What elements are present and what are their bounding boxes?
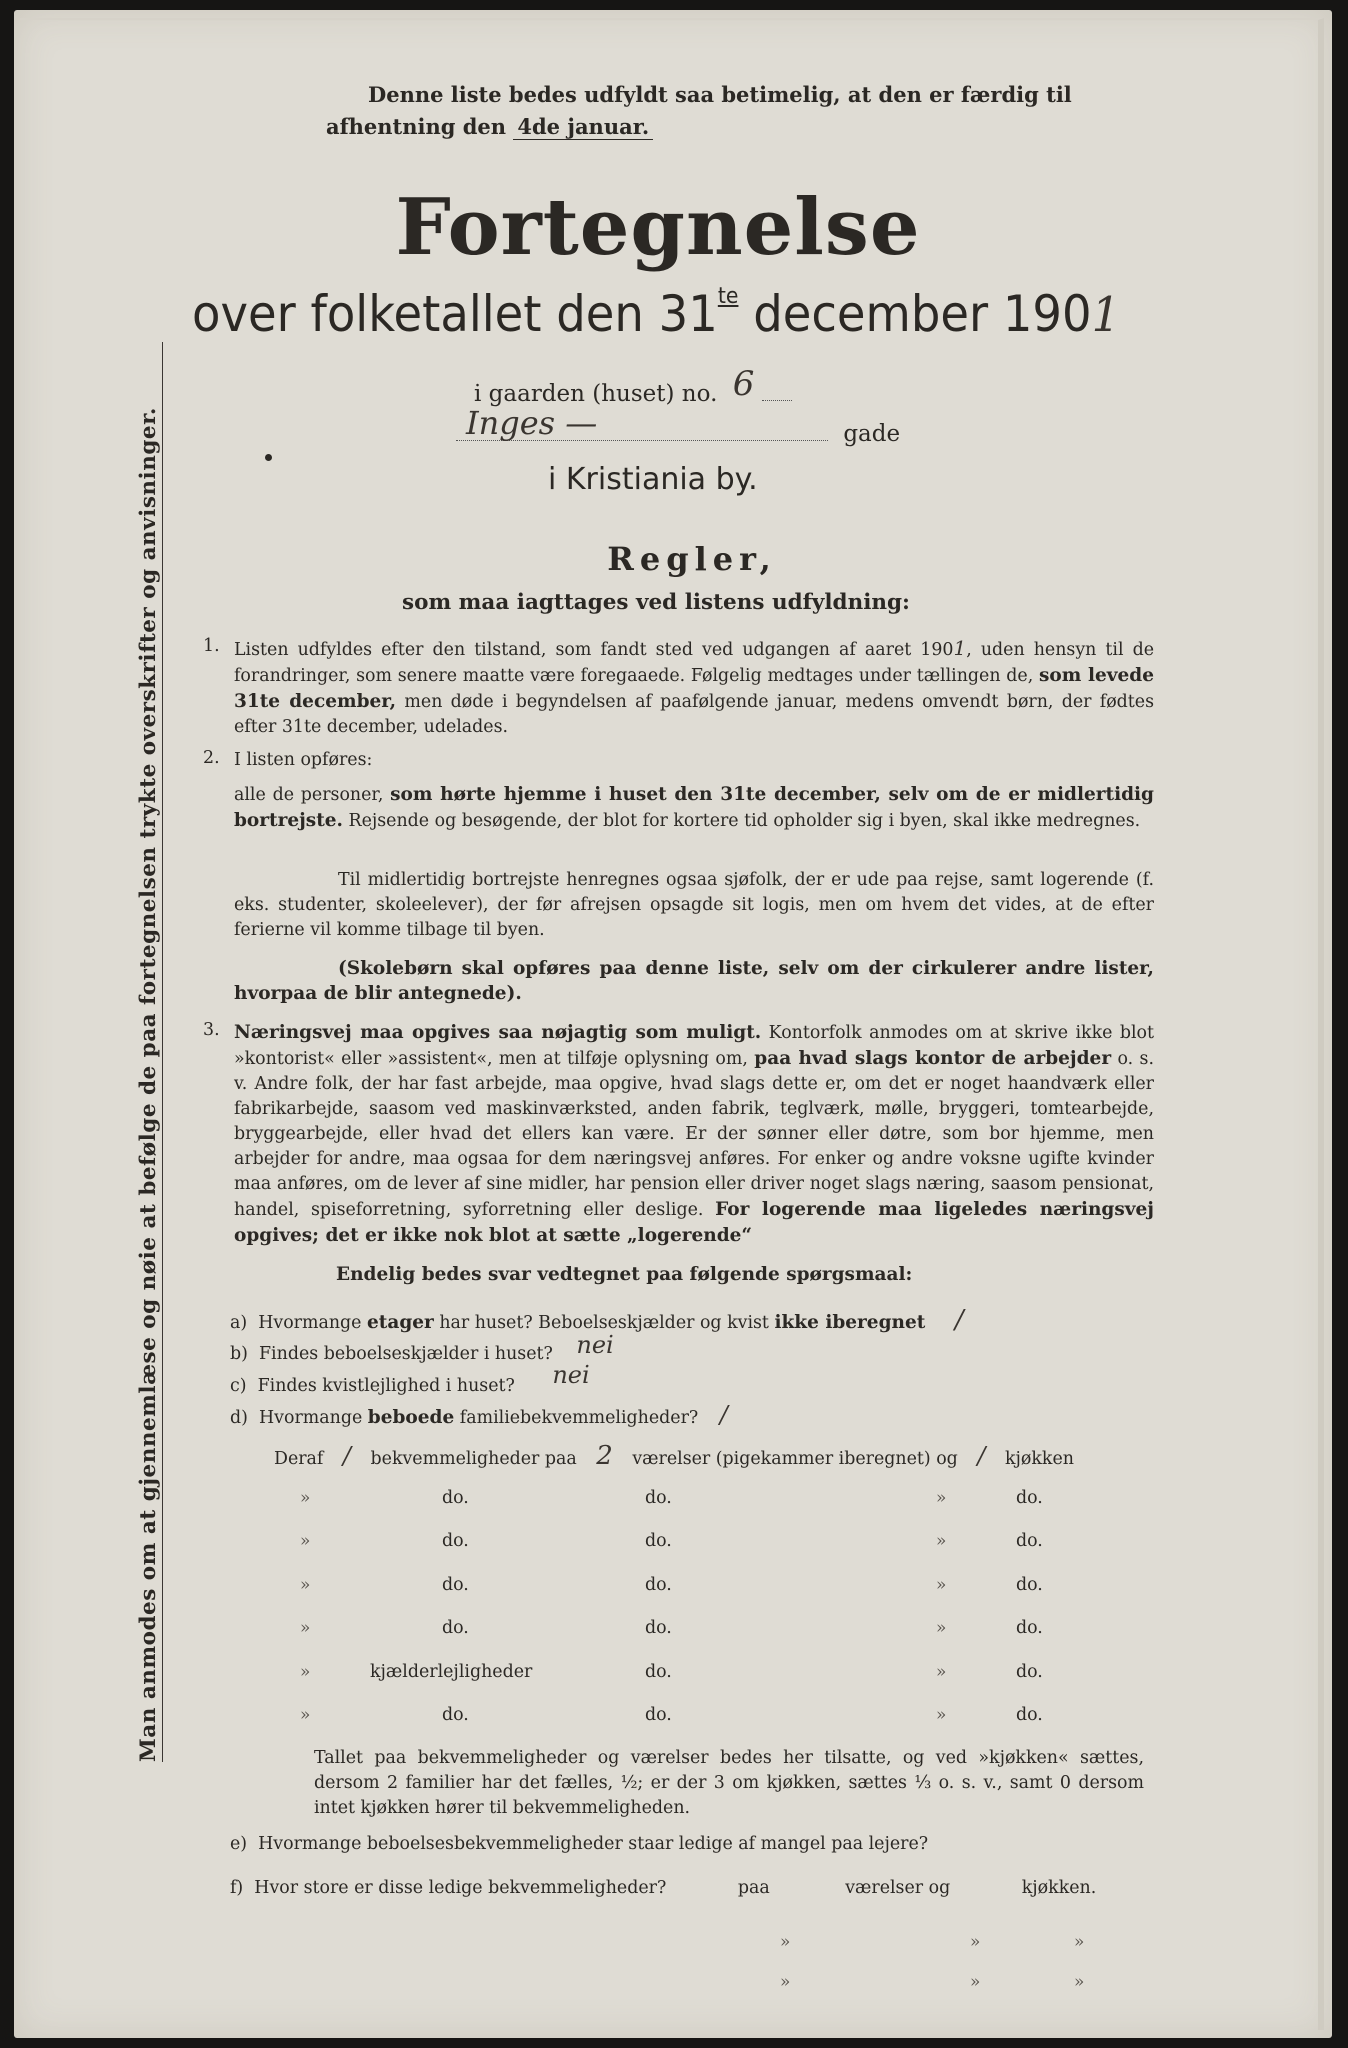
- ditto-do: do.: [1016, 1705, 1043, 1725]
- dot-mark: [265, 454, 272, 461]
- house-number-line: i gaarden (huset) no. 6: [474, 370, 792, 410]
- ditto-mark: »: [936, 1705, 947, 1725]
- ditto-do: do.: [645, 1705, 672, 1725]
- question-c: c) Findes kvistlejlighed i huset? nei: [230, 1361, 590, 1396]
- questions-heading: Endelig bedes svar vedtegnet paa følgende spørgsmaal:: [336, 1264, 913, 1285]
- ditto-mark: »: [780, 1972, 791, 1992]
- question-f: f) Hvor store er disse ledige bekvemmeligheder? paa værelser og kjøkken.: [230, 1878, 1097, 1898]
- deraf-kitchens: /: [977, 1442, 986, 1470]
- ditto-mark: »: [300, 1531, 311, 1551]
- ditto-do: do.: [1016, 1488, 1043, 1508]
- ditto-mark: »: [936, 1662, 947, 1682]
- ditto-do: do.: [645, 1531, 672, 1551]
- ditto-mark: »: [300, 1705, 311, 1725]
- ditto-mark: »: [300, 1575, 311, 1595]
- rules-subheading: som maa iagttages ved listens udfyldning:: [402, 590, 910, 615]
- rule-2-intro: I listen opføres:: [234, 750, 373, 770]
- deraf-row: Deraf / bekvemmeligheder paa 2 værelser (pigekammer iberegnet) og / kjøkken: [274, 1441, 1074, 1471]
- ditto-mark: »: [300, 1618, 311, 1638]
- ditto-do: do.: [442, 1575, 469, 1595]
- form-title: Fortegnelse: [395, 182, 921, 273]
- ditto-mark: »: [1074, 1972, 1085, 1992]
- ditto-mark: »: [936, 1531, 947, 1551]
- question-d: d) Hvormange beboede familiebekvemmeligheder? /: [230, 1401, 728, 1429]
- pickup-date: 4de januar.: [513, 114, 653, 140]
- ditto-do: do.: [442, 1618, 469, 1638]
- ditto-mark: »: [936, 1575, 947, 1595]
- ditto-do: do.: [442, 1488, 469, 1508]
- notice-line-1: Denne liste bedes udfyldt saa betimelig, at den er færdig til: [368, 82, 1072, 107]
- handwritten-street: Inges —: [466, 404, 598, 442]
- rule-2-paragraph-3: (Skolebørn skal opføres paa denne liste, selv om der cirkulerer andre lister, hvorpaa de blir antegnede).: [234, 958, 1154, 1004]
- ditto-do: do.: [645, 1662, 672, 1682]
- note-paragraph: Tallet paa bekvemmeligheder og værelser bedes her tilsatte, og ved »kjøkken« sættes, dersom 2 familier har det fælles, ½; er der 3 om kjøkken, sættes ⅓ o. s. v., samt 0 dersom intet kjøkken hører til bekvemmeligheden.: [314, 1748, 1144, 1818]
- ditto-mark: »: [970, 1972, 981, 1992]
- answer-c: nei: [552, 1361, 590, 1389]
- ditto-mark: »: [300, 1662, 311, 1682]
- cellar-label: kjælderlejligheder: [370, 1662, 533, 1682]
- answer-d: /: [719, 1401, 728, 1429]
- street-line: Inges — gade: [456, 418, 900, 447]
- handwritten-house-number: 6: [732, 364, 755, 404]
- side-instruction: Man anmodes om at gjennemlæse og nøie at befølge de paa fortegnelsen trykte overskrifter og anvisninger.: [136, 342, 163, 1762]
- notice-line-2: afhentning den 4de januar.: [326, 114, 653, 139]
- rule-1-number: 1.: [203, 636, 220, 656]
- ditto-mark: »: [1074, 1932, 1085, 1952]
- ditto-do: do.: [645, 1575, 672, 1595]
- ditto-do: do.: [1016, 1531, 1043, 1551]
- city-line: i Kristiania by.: [548, 462, 758, 497]
- ditto-do: do.: [442, 1531, 469, 1551]
- ditto-do: do.: [1016, 1618, 1043, 1638]
- form-subtitle: over folketallet den $31^{te}$ december 1901: [192, 284, 1121, 343]
- rule-2-paragraph-1: alle de personer, som hørte hjemme i huset den 31te december, selv om de er midlertidig bortrejste. Rejsende og besøgende, der blot for kortere tid opholder sig i byen, skal ikke medregnes.: [234, 784, 1154, 831]
- question-b: b) Findes beboelseskjælder i huset? nei: [230, 1331, 614, 1364]
- question-a: a) Hvormange etager har huset? Beboelseskjælder og kvist ikke iberegnet /: [230, 1305, 964, 1335]
- ditto-do: do.: [1016, 1575, 1043, 1595]
- ditto-do: do.: [645, 1488, 672, 1508]
- ditto-do: do.: [645, 1618, 672, 1638]
- question-e: e) Hvormange beboelsesbekvemmeligheder staar ledige af mangel paa lejere?: [230, 1834, 929, 1854]
- ditto-mark: »: [300, 1488, 311, 1508]
- ditto-mark: »: [780, 1932, 791, 1952]
- rule-2-paragraph-2: Til midlertidig bortrejste henregnes ogsaa sjøfolk, der er ude paa rejse, samt logerende (f. eks. studenter, skoleelever), der før afrejsen opsagde sit logis, men om hvem det vides, at de efter ferierne vil komme tilbage til byen.: [234, 870, 1154, 940]
- ditto-do: do.: [1016, 1662, 1043, 1682]
- rule-3-number: 3.: [203, 1020, 220, 1040]
- answer-b: nei: [576, 1331, 614, 1359]
- rule-2-number: 2.: [203, 748, 220, 768]
- deraf-rooms: 2: [596, 1441, 613, 1471]
- ditto-mark: »: [936, 1488, 947, 1508]
- ditto-mark: »: [936, 1618, 947, 1638]
- rule-3-text: Næringsvej maa opgives saa nøjagtig som muligt. Kontorfolk anmodes om at skrive ikke blot »kontorist« eller »assistent«, men at tilføje oplysning om, paa hvad slags kontor de arbejder o. s. v. Andre folk, der har fast arbejde, maa opgive, hvad slags dette er, om det er noget haandværk eller fabrikarbejde, saasom ved maskinværksted, anden fabrik, teglværk, mølle, bryggeri, tomtearbejde, bryggearbejde, eller hvad det ellers kan være. Er der sønner eller døtre, som bor hjemme, men arbejder for andre, maa ogsaa for dem næringsvej anføres. For enker og andre voksne ugifte kvinder maa anføres, om de lever af sine midler, har pension eller driver noget slags næring, saasom pensionat, handel, spiseforretning, syforretning eller deslige. For logerende maa ligeledes næringsvej opgives; det er ikke nok blot at sætte „logerende“: [234, 1022, 1155, 1246]
- rules-heading: Regler,: [607, 540, 777, 578]
- deraf-count: /: [342, 1442, 351, 1470]
- rule-1-text: Listen udfyldes efter den tilstand, som fandt sted ved udgangen af aaret 1901, uden hensyn til de forandringer, som senere maatte være foregaaede. Følgelig medtages under tællingen de, som levede 31te december, men døde i begyndelsen af paafølgende januar, medens omvendt børn, der fødtes efter 31te december, udelades.: [234, 636, 1155, 737]
- ditto-mark: »: [970, 1932, 981, 1952]
- answer-a: /: [954, 1305, 964, 1335]
- handwritten-year: 1: [1091, 287, 1121, 343]
- ditto-do: do.: [442, 1705, 469, 1725]
